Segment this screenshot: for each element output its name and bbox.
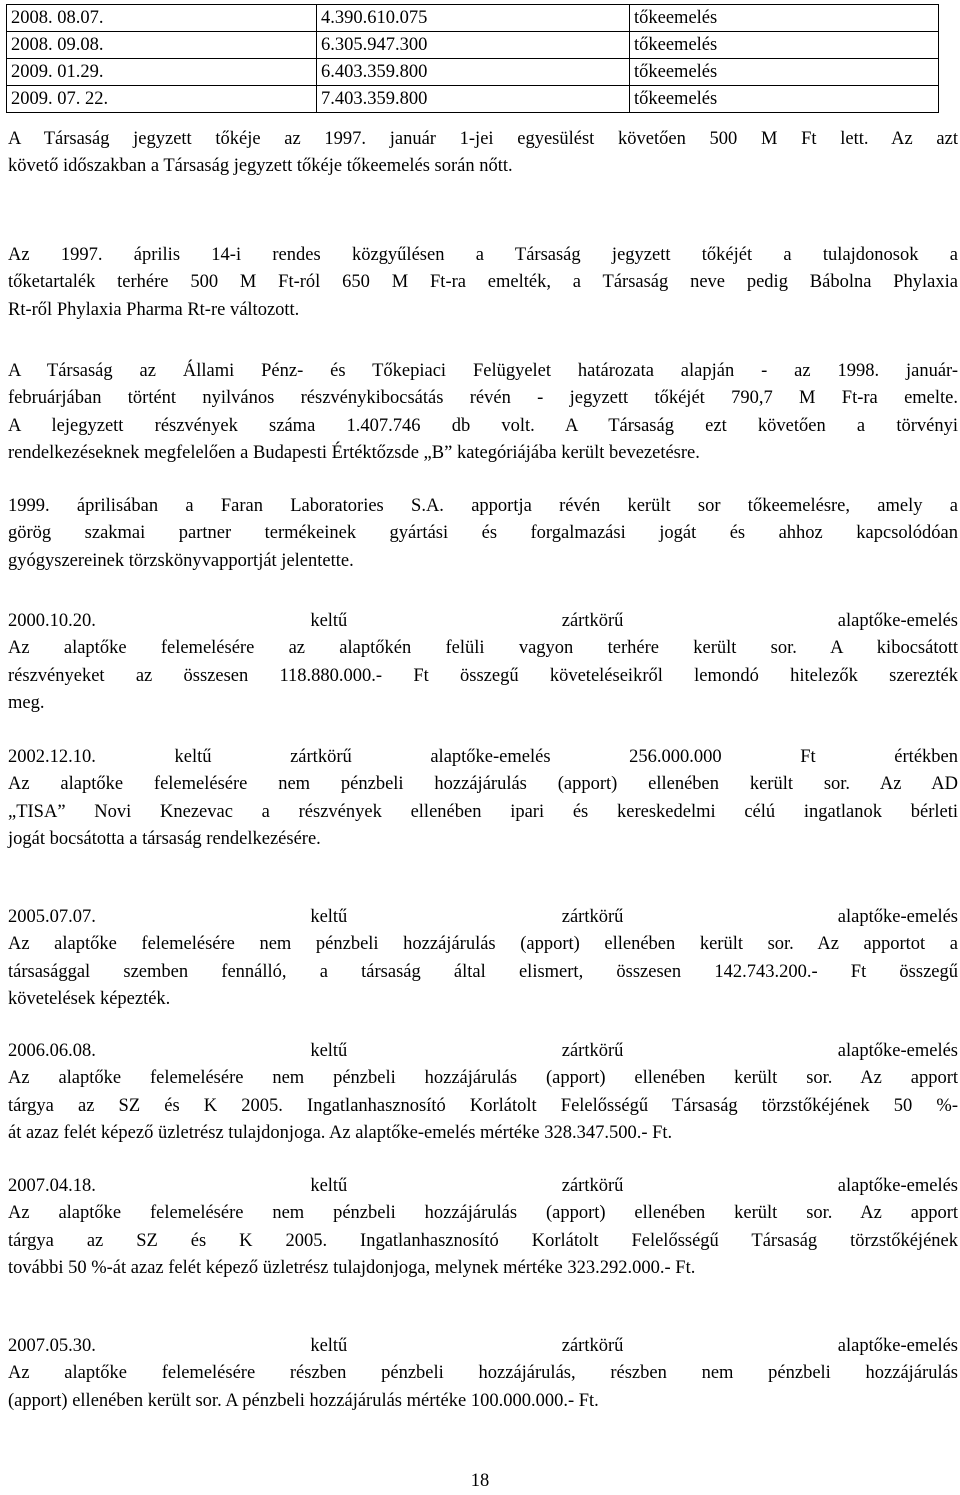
text-line: A Társaság jegyzett tőkéje az 1997. január 1-jei egyesülést követően 500 M Ft lett. Az azt <box>8 129 958 149</box>
text-line: 2000.10.20. keltű zártkörű alaptőke-emelés <box>8 611 958 631</box>
text-line: követő időszakban a Társaság jegyzett tőkéje tőkeemelés során nőtt. <box>8 156 513 177</box>
text-line: gyógyszereinek törzskönyvapportját jelentette. <box>8 550 354 571</box>
amount-cell: 4.390.610.075 <box>317 5 630 32</box>
text-line: Az alaptőke felemelésére nem pénzbeli hozzájárulás (apport) ellenében került sor. Az apportot a <box>8 934 958 955</box>
paragraph <box>8 608 958 717</box>
paragraph <box>8 904 958 1013</box>
text-line: A lejegyzett részvények száma 1.407.746 db volt. A Társaság ezt követően a törvényi <box>8 415 958 436</box>
text-line: tárgya az SZ és K 2005. Ingatlanhasznosító Korlátolt Felelősségű Társaság törzstőkéjének <box>8 1230 958 1251</box>
text-line: 1999. áprilisában a Faran Laboratories S.A. apportja révén került sor tőkeemelésre, amely a <box>8 496 958 516</box>
text-line: meg. <box>8 692 45 713</box>
paragraph <box>8 358 958 467</box>
text-line: februárjában történt nyilvános részvénykibocsátás révén - jegyzett tőkéjét 790,7 M Ft-ra emelte. <box>8 388 958 409</box>
text-line: 2006.06.08. keltű zártkörű alaptőke-emelés <box>8 1041 958 1061</box>
text-line: 2007.04.18. keltű zártkörű alaptőke-emelés <box>8 1176 958 1196</box>
date-cell: 2009. 01.29. <box>7 59 317 86</box>
text-line: (apport) ellenében került sor. A pénzbeli hozzájárulás mértéke 100.000.000.- Ft. <box>8 1390 599 1411</box>
table-row <box>7 5 939 32</box>
text-line: Az alaptőke felemelésére az alaptőkén felüli vagyon terhére került sor. A kibocsátott <box>8 638 958 659</box>
text-line: részvényeket az összesen 118.880.000.- Ft összegű követeléseikről lemondó hitelezők szerezték <box>8 665 958 686</box>
text-line: Az alaptőke felemelésére nem pénzbeli hozzájárulás (apport) ellenében került sor. Az AD <box>8 774 958 795</box>
table-row <box>7 59 939 86</box>
type-cell: tőkeemelés <box>630 5 939 32</box>
text-line: tőketartalék terhére 500 M Ft-ról 650 M Ft-ra emelték, a Társaság neve pedig Bábolna Phylaxia <box>8 272 958 293</box>
text-line: 2005.07.07. keltű zártkörű alaptőke-emelés <box>8 907 958 927</box>
text-line: Az alaptőke felemelésére nem pénzbeli hozzájárulás (apport) ellenében került sor. Az apport <box>8 1068 958 1089</box>
text-line: Az 1997. április 14-i rendes közgyűlésen a Társaság jegyzett tőkéjét a tulajdonosok a <box>8 245 958 265</box>
table-row <box>7 32 939 59</box>
text-line: Az alaptőke felemelésére részben pénzbeli hozzájárulás, részben nem pénzbeli hozzájárulás <box>8 1363 958 1384</box>
date-cell: 2008. 09.08. <box>7 32 317 59</box>
paragraph <box>8 1333 958 1415</box>
type-cell: tőkeemelés <box>630 86 939 113</box>
paragraph <box>8 493 958 575</box>
paragraph <box>8 126 958 181</box>
amount-cell: 6.305.947.300 <box>317 32 630 59</box>
text-line: jogát bocsátotta a társaság rendelkezésére. <box>8 828 321 849</box>
text-line: Az alaptőke felemelésére nem pénzbeli hozzájárulás (apport) ellenében került sor. Az apport <box>8 1203 958 1224</box>
text-line: át azaz felét képező üzletrész tulajdonjoga. Az alaptőke-emelés mértéke 328.347.500.- Ft. <box>8 1122 673 1143</box>
date-cell: 2008. 08.07. <box>7 5 317 32</box>
text-line: rendelkezéseknek megfelelően a Budapesti Értéktőzsde „B” kategóriájába került bevezetésre. <box>8 442 700 463</box>
text-line: követelések képezték. <box>8 988 171 1009</box>
text-line: tárgya az SZ és K 2005. Ingatlanhasznosító Korlátolt Felelősségű Társaság törzstőkéjének 50 %- <box>8 1095 958 1116</box>
text-line: „TISA” Novi Knezevac a részvények ellenében ipari és kereskedelmi célú ingatlanok bérleti <box>8 801 958 822</box>
paragraph <box>8 744 958 853</box>
text-line: társasággal szemben fennálló, a társaság által elismert, összesen 142.743.200.- Ft összegű <box>8 961 958 982</box>
paragraph <box>8 1038 958 1147</box>
text-line: 2007.05.30. keltű zártkörű alaptőke-emelés <box>8 1336 958 1356</box>
text-line: A Társaság az Állami Pénz- és Tőkepiaci Felügyelet határozata alapján - az 1998. január- <box>8 361 958 381</box>
paragraph <box>8 242 958 324</box>
amount-cell: 7.403.359.800 <box>317 86 630 113</box>
type-cell: tőkeemelés <box>630 32 939 59</box>
type-cell: tőkeemelés <box>630 59 939 86</box>
text-line: további 50 %-át azaz felét képező üzletrész tulajdonjoga, melynek mértéke 323.292.000.- Ft. <box>8 1257 696 1278</box>
table-row <box>7 86 939 113</box>
amount-cell: 6.403.359.800 <box>317 59 630 86</box>
capital-increase-table <box>6 4 939 113</box>
text-line: Rt-ről Phylaxia Pharma Rt-re változott. <box>8 299 300 320</box>
text-line: 2002.12.10. keltű zártkörű alaptőke-emelés 256.000.000 Ft értékben <box>8 747 958 767</box>
page-number: 18 <box>470 1471 490 1491</box>
date-cell: 2009. 07. 22. <box>7 86 317 113</box>
paragraph <box>8 1173 958 1282</box>
text-line: görög szakmai partner termékeinek gyártási és forgalmazási jogát és ahhoz kapcsolódóan <box>8 523 958 544</box>
